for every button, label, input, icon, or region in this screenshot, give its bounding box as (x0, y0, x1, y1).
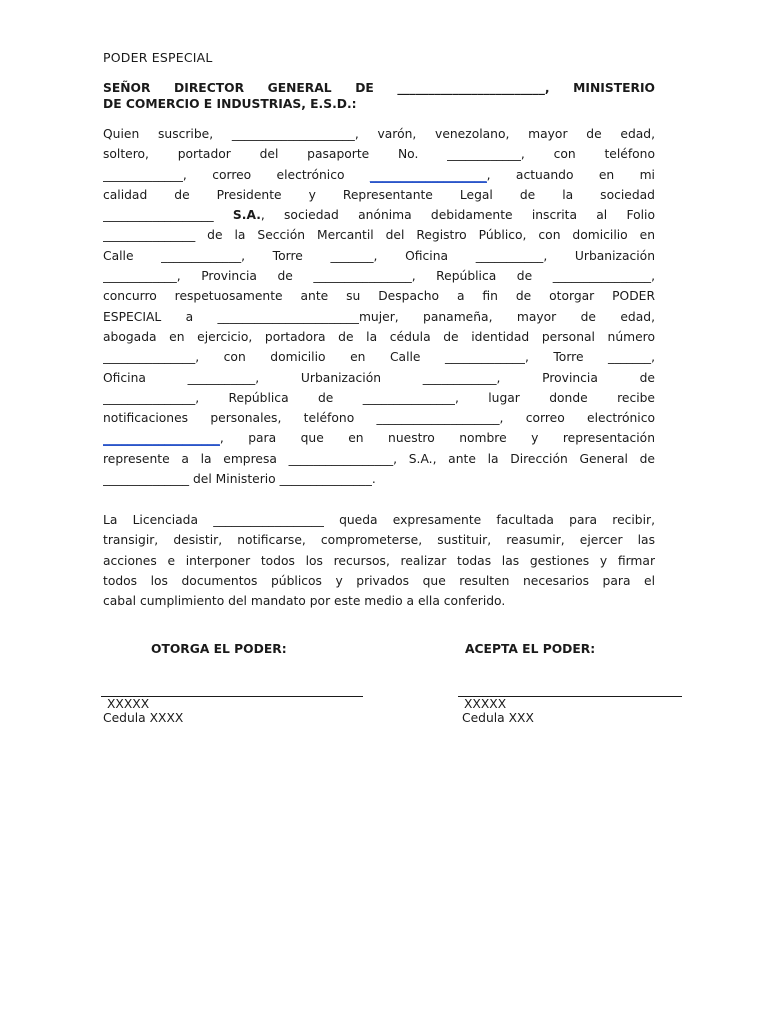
paragraph-line: notificaciones personales, teléfono ____________________, correo electrónico (103, 411, 655, 426)
paragraph-line (103, 165, 655, 185)
grantor-name: XXXXX (107, 697, 150, 711)
paragraph-powers (103, 510, 655, 611)
paragraph-line: _______________, República de _______________, lugar donde recibe (103, 390, 655, 405)
grantor-heading: OTORGA EL PODER: (151, 642, 287, 656)
paragraph-line: ESPECIAL a _______________________mujer, panameña, mayor de edad, (103, 309, 655, 324)
paragraph-line: calidad de Presidente y Representante Legal de la sociedad (103, 187, 655, 202)
document-title: PODER ESPECIAL (103, 50, 213, 65)
text-run: , actuando en mi (486, 167, 655, 182)
email-link-blank[interactable]: ___________________ (369, 167, 487, 182)
text-run: , sociedad anónima debidamente inscrita al Folio (260, 208, 655, 223)
paragraph-line: _______________ de la Sección Mercantil del Registro Público, con domicilio en (103, 228, 655, 243)
paragraph-line: acciones e interponer todos los recursos, realizar todas las gestiones y firmar (103, 553, 655, 568)
paragraph-line: represente a la empresa _________________, S.A., ante la Dirección General de (103, 451, 655, 466)
paragraph-line: Calle _____________, Torre _______, Oficina ___________, Urbanización (103, 248, 655, 263)
paragraph-line: soltero, portador del pasaporte No. ____________, con teléfono (103, 147, 655, 162)
paragraph-line: ____________, Provincia de ________________, República de ________________, (103, 269, 655, 284)
company-type-bold: S.A. (232, 208, 261, 223)
acceptor-heading: ACEPTA EL PODER: (465, 642, 596, 656)
addressee-block (103, 81, 655, 112)
paragraph-line: concurro respetuosamente ante su Despacho a fin de otorgar PODER (103, 289, 655, 304)
paragraph-line: transigir, desistir, notificarse, comprometerse, sustituir, reasumir, ejercer las (103, 533, 655, 548)
text-run: __________________ (103, 208, 214, 223)
paragraph-line: abogada en ejercicio, portadora de la cédula de identidad personal número (103, 329, 655, 344)
paragraph-grant (103, 124, 655, 489)
paragraph-line: La Licenciada __________________ queda expresamente facultada para recibir, (103, 513, 655, 527)
paragraph-line: ______________ del Ministerio _______________. (103, 472, 376, 487)
acceptor-id: Cedula XXX (462, 711, 534, 725)
text-run: _____________, correo electrónico (103, 167, 345, 182)
grantor-id: Cedula XXXX (103, 711, 184, 725)
addressee-line-1: SEÑOR DIRECTOR GENERAL DE ________________________, MINISTERIO (103, 81, 655, 95)
paragraph-line: cabal cumplimiento del mandato por este medio a ella conferido. (103, 594, 506, 609)
paragraph-line (103, 428, 655, 448)
paragraph-line: _______________, con domicilio en Calle _____________, Torre _______, (103, 350, 655, 365)
acceptor-name: XXXXX (464, 697, 507, 711)
email-link-blank[interactable]: ___________________ (103, 431, 220, 446)
paragraph-line: todos los documentos públicos y privados que resulten necesarios para el (103, 573, 655, 588)
paragraph-line: Oficina ___________, Urbanización ____________, Provincia de (103, 370, 655, 385)
text-run: , para que en nuestro nombre y representación (219, 431, 655, 446)
paragraph-line (103, 205, 655, 225)
paragraph-line: Quien suscribe, ____________________, varón, venezolano, mayor de edad, (103, 127, 655, 141)
addressee-line-2: DE COMERCIO E INDUSTRIAS, E.S.D.: (103, 96, 357, 111)
